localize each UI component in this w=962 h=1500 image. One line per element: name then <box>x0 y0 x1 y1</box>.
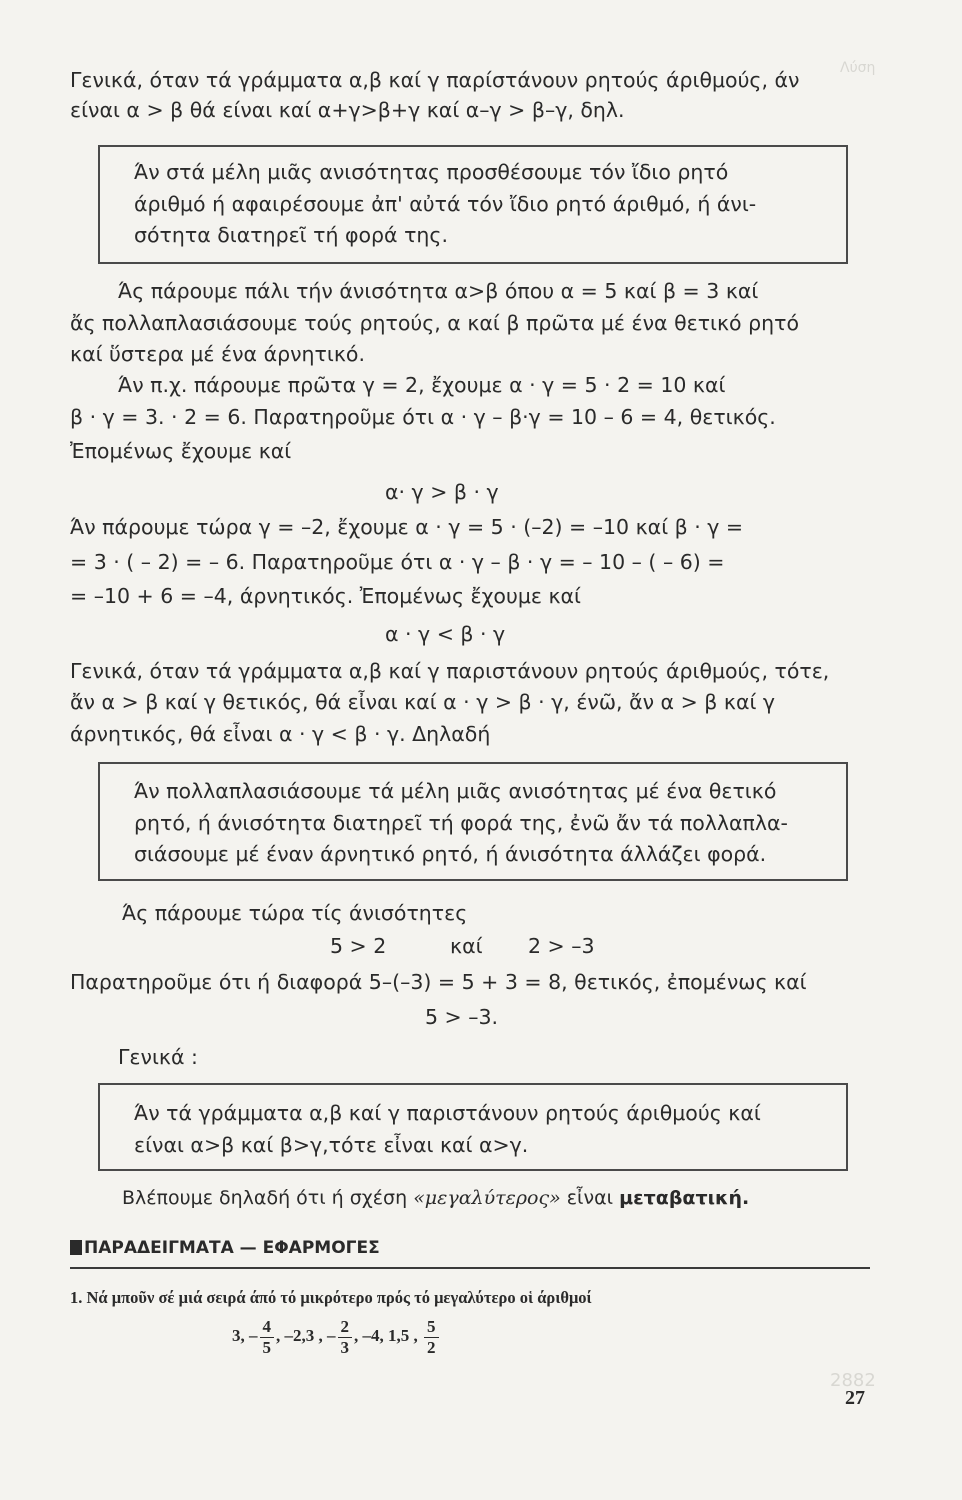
text-line: Άν πάρουμε τώρα γ = –2, ἔχουμε α · γ = 5 · (–2) = –10 καί β · γ = <box>70 515 744 539</box>
formula-line: καί <box>450 934 483 958</box>
number-list-text: 3, – <box>232 1326 258 1345</box>
page-number: 27 <box>845 1387 865 1409</box>
text-line: καί ὕστερα μέ ένα άρνητικό. <box>70 342 365 366</box>
fraction-numerator: 2 <box>338 1317 353 1338</box>
fraction-numerator: 5 <box>424 1317 439 1338</box>
text-line: = 3 · ( – 2) = – 6. Παρατηροῦμε ότι α · γ – β · γ = – 10 – ( – 6) = <box>70 550 725 574</box>
rule-text: Άν πολλαπλασιάσουμε τά μέλη μιᾶς ανισότητας μέ ένα θετικό <box>134 779 777 803</box>
fraction <box>260 1317 275 1358</box>
rule-text: είναι α>β καί β>γ,τότε εἶναι καί α>γ. <box>134 1133 529 1157</box>
number-list-text: , –2,3 , – <box>276 1326 336 1345</box>
exercise-text: Νά μποῦν σέ μιά σειρά άπό τό μικρότερο πρός τό μεγαλύτερο οἱ άριθμοί <box>86 1288 592 1307</box>
conclusion-bold: μεταβατική. <box>619 1187 750 1209</box>
text-line: άρνητικός, θά εἶναι α · γ < β · γ. Δηλαδή <box>70 722 491 746</box>
section-rule <box>70 1267 870 1269</box>
exercise-numbers <box>232 1314 441 1358</box>
exercise-line <box>70 1284 592 1312</box>
formula-line: 5 > 2 <box>330 934 387 958</box>
formula-line: 5 > –3. <box>425 1005 499 1029</box>
text-line: Άς πάρουμε τώρα τίς άνισότητες <box>122 901 468 925</box>
section-marker <box>70 1240 82 1255</box>
fraction <box>424 1317 439 1358</box>
rule-text: Άν στά μέλη μιᾶς ανισότητας προσθέσουμε τόν ἴδιο ρητό <box>134 160 729 184</box>
text-line: = –10 + 6 = –4, άρνητικός. Ἐπομένως ἔχουμε καί <box>70 584 581 608</box>
text-line: ἄν α > β καί γ θετικός, θά εἶναι καί α · γ > β · γ, ένῶ, ἄν α > β καί γ <box>70 690 776 714</box>
fraction-denominator: 3 <box>340 1337 349 1357</box>
fraction-numerator: 4 <box>260 1317 275 1338</box>
formula-line: 2 > –3 <box>528 934 595 958</box>
conclusion-text: εἶναι <box>566 1187 614 1209</box>
rule-text: Άν τά γράμματα α,β καί γ παριστάνουν ρητούς άριθμούς καί <box>134 1101 761 1125</box>
fraction-denominator: 5 <box>262 1337 271 1357</box>
text-line: ἄς πολλαπλασιάσουμε τούς ρητούς, α καί β πρῶτα μέ ένα θετικό ρητό <box>70 311 800 335</box>
text-line: Παρατηροῦμε ότι ή διαφορά 5–(–3) = 5 + 3 = 8, θετικός, ἐπομένως καί <box>70 970 807 994</box>
text-line: Γενικά, όταν τά γράμματα α,β καί γ παριστάνουν ρητούς άριθμούς, τότε, <box>70 659 830 683</box>
rule-text: σιάσουμε μέ έναν άρνητικό ρητό, ή άνισότητα άλλάζει φορά. <box>134 842 767 866</box>
text-line: Άν π.χ. πάρουμε πρῶτα γ = 2, ἔχουμε α · γ = 5 · 2 = 10 καί <box>118 373 726 397</box>
text-line: Άς πάρουμε πάλι τήν άνισότητα α>β όπου α = 5 καί β = 3 καί <box>118 279 759 303</box>
text-line: Γενικά, όταν τά γράμματα α,β καί γ παρίστάνουν ρητούς άριθμούς, άν <box>70 68 800 92</box>
conclusion-line <box>122 1184 749 1212</box>
text-line: Γενικά : <box>118 1045 198 1069</box>
formula-line: α· γ > β · γ <box>385 480 499 504</box>
conclusion-text: Βλέπουμε δηλαδή ότι ή σχέση <box>122 1187 408 1209</box>
fraction <box>338 1317 353 1358</box>
text-line: β · γ = 3. · 2 = 6. Παρατηροῦμε ότι α · γ – β·γ = 10 – 6 = 4, θετικός. <box>70 405 776 429</box>
section-heading: ΠΑΡΑΔΕΙΓΜΑΤΑ — ΕΦΑΡΜΟΓΕΣ <box>84 1238 380 1258</box>
fraction-denominator: 2 <box>427 1337 436 1357</box>
rule-text: σότητα διατηρεῖ τή φορά της. <box>134 223 448 247</box>
text-line: Ἐπομένως ἔχουμε καί <box>70 439 292 463</box>
conclusion-italic: «μεγαλύτερος» <box>413 1187 561 1209</box>
number-list-text: , –4, 1,5 , <box>354 1326 418 1345</box>
formula-line: α · γ < β · γ <box>385 622 506 646</box>
rule-text: ρητό, ή άνισότητα διατηρεῖ τή φορά της, ἐνῶ ἄν τά πολλαπλα- <box>134 811 788 835</box>
rule-text: άριθμό ή αφαιρέσουμε ἀπ' αὐτά τόν ἴδιο ρητό άριθμό, ή άνι- <box>134 192 757 216</box>
text-line: είναι α > β θά είναι καί α+γ>β+γ καί α–γ > β–γ, δηλ. <box>70 98 625 122</box>
bleed-through-text: Λύση <box>840 60 876 76</box>
exercise-number: 1. <box>70 1288 83 1307</box>
bleed-through-text: 2882 <box>830 1370 876 1391</box>
